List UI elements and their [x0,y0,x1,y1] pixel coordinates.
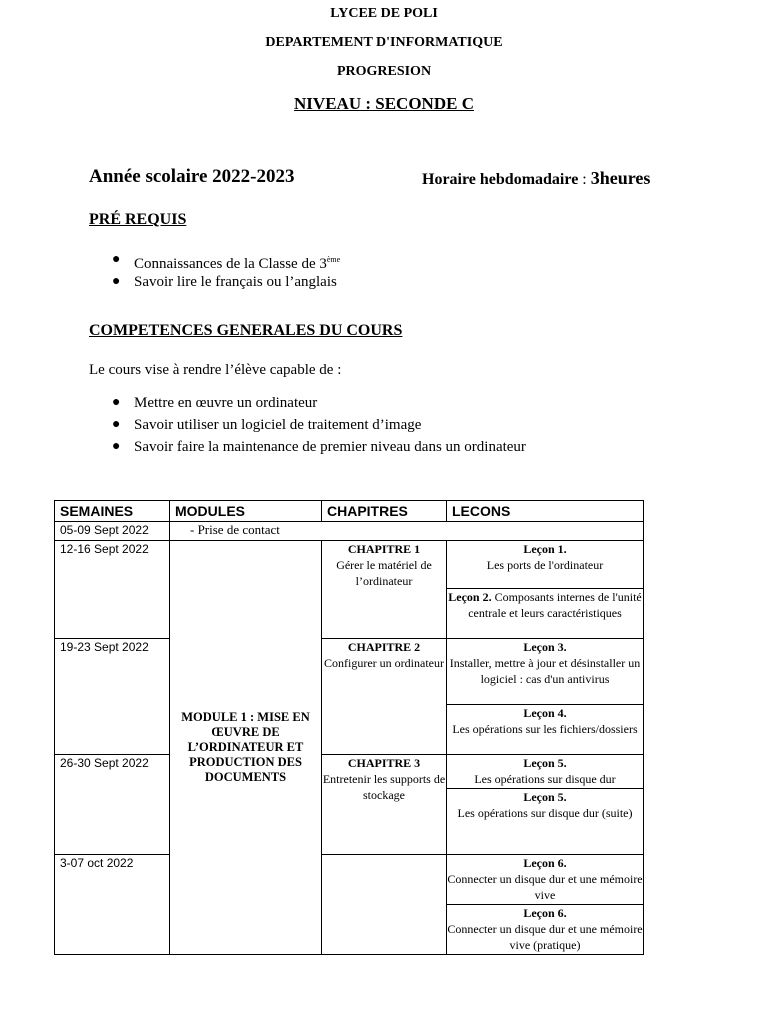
competence-item [110,414,526,436]
lesson-title: Leçon 2. [448,590,492,604]
prerequisites-list [110,249,340,293]
header-chapters: CHAPITRES [322,501,447,522]
lesson-desc: Connecter un disque dur et une mémoire vive [447,872,643,902]
school-year: Année scolaire 2022-2023 [89,166,295,187]
table-row [55,755,644,789]
lesson-desc: Installer, mettre à jour et désinstaller un logiciel : cas d'un antivirus [449,656,641,686]
weekly-hours-label: Horaire hebdomadaire [422,171,579,188]
prerequisite-item [110,249,340,271]
competence-text: Savoir faire la maintenance de premier niveau dans un ordinateur [134,439,526,455]
bullet-icon: ● [112,417,121,432]
class-level: NIVEAU : SECONDE C [294,94,474,113]
chapter-title: CHAPITRE 1 [347,542,421,556]
chapter-cell [322,639,447,755]
chapter-title: CHAPITRE 3 [347,756,421,770]
prerequisite-item [110,271,340,293]
chapter-title: CHAPITRE 2 [347,640,421,654]
prerequisite-text: Connaissances de la Classe de 3 [134,256,327,272]
lesson-title: Leçon 5. [523,790,567,804]
lesson-cell [447,541,644,589]
lesson-cell [447,855,644,905]
lesson-cell [447,589,644,639]
table-row [55,541,644,589]
lesson-title: Leçon 4. [523,706,567,720]
lesson-cell [447,705,644,755]
lesson-title: Leçon 1. [523,542,567,556]
lesson-desc: Les opérations sur disque dur (suite) [457,806,633,820]
header-modules: MODULES [170,501,322,522]
module-cell: MODULE 1 : MISE EN ŒUVRE DE L’ORDINATEUR ET PRODUCTION DES DOCUMENTS [170,541,322,955]
weekly-hours-separator: : [578,171,591,188]
weekly-hours [422,168,650,189]
week-cell: 05-09 Sept 2022 [55,522,170,541]
school-name: LYCEE DE POLI [330,6,438,21]
lesson-desc: Composants internes de l'unité centrale et leurs caractéristiques [468,590,642,620]
competence-item [110,392,526,414]
prerequisites-title: PRÉ REQUIS [89,211,187,228]
competence-item [110,436,526,458]
header-lessons: LECONS [447,501,644,522]
bullet-icon: ● [112,439,121,454]
table-header-row [55,501,644,522]
competences-intro: Le cours vise à rendre l’élève capable de : [89,362,342,378]
department-name: DEPARTEMENT D'INFORMATIQUE [265,35,503,50]
week-cell: 12-16 Sept 2022 [55,541,170,639]
weekly-hours-value: 3heures [590,168,651,188]
bullet-icon: ● [112,395,121,410]
chapter-cell [322,755,447,855]
progression-table [54,500,644,955]
chapter-desc: Entretenir les supports de stockage [322,772,446,802]
lesson-cell [447,905,644,955]
week-cell: 19-23 Sept 2022 [55,639,170,755]
lesson-title: Leçon 6. [523,906,567,920]
contact-cell: - Prise de contact [170,522,644,541]
lesson-cell [447,789,644,855]
table-row [55,855,644,905]
table-row [55,639,644,705]
lesson-cell [447,639,644,705]
superscript: ème [326,255,341,264]
week-cell: 3-07 oct 2022 [55,855,170,955]
competences-title: COMPETENCES GENERALES DU COURS [89,322,403,339]
chapter-cell [322,541,447,639]
lesson-title: Leçon 6. [523,856,567,870]
table-row [55,522,644,541]
week-cell: 26-30 Sept 2022 [55,755,170,855]
competence-text: Savoir utiliser un logiciel de traitement d’image [134,417,422,433]
bullet-icon: ● [112,274,121,289]
chapter-cell-empty [322,855,447,955]
competences-list [110,392,526,458]
lesson-desc: Les opérations sur les fichiers/dossiers [452,722,638,736]
lesson-title: Leçon 3. [523,640,567,654]
lesson-desc: Les opérations sur disque dur [474,772,616,786]
prerequisite-text: Savoir lire le français ou l’anglais [134,274,337,290]
header-weeks: SEMAINES [55,501,170,522]
competence-text: Mettre en œuvre un ordinateur [134,395,318,411]
document-type: PROGRESION [336,64,432,79]
chapter-desc: Gérer le matériel de l’ordinateur [336,558,432,588]
chapter-desc: Configurer un ordinateur [324,656,444,670]
lesson-desc: Connecter un disque dur et une mémoire vive (pratique) [447,922,643,952]
bullet-icon: ● [112,252,121,267]
lesson-cell [447,755,644,789]
lesson-desc: Les ports de l'ordinateur [486,558,604,572]
lesson-title: Leçon 5. [523,756,567,770]
